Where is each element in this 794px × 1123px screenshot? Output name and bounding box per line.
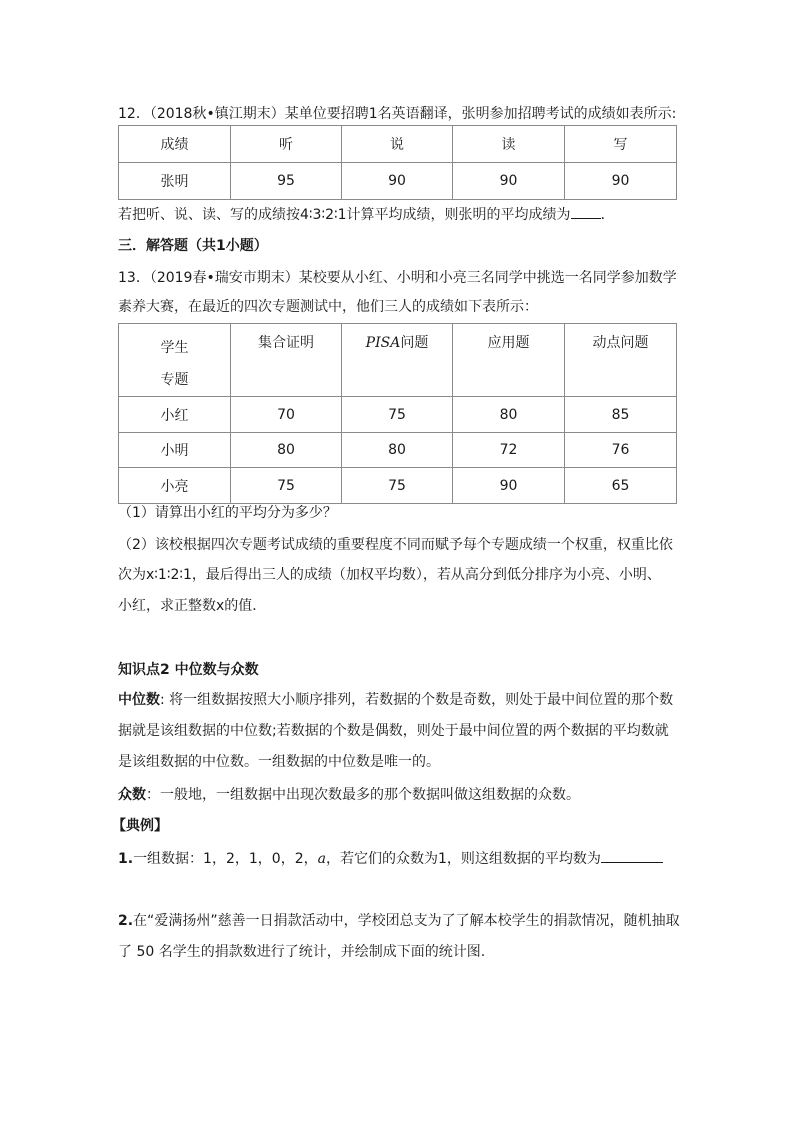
table-cell: 75: [231, 468, 342, 504]
table-cell: 小红: [119, 397, 231, 433]
q12-score-table: [118, 125, 677, 200]
example-1: [118, 848, 663, 869]
q13-part2-line3: 小红，求正整数x的值．: [118, 598, 267, 614]
table-cell: 75: [342, 468, 453, 504]
q12-end-mark: ．: [600, 207, 615, 223]
table-cell: 72: [453, 433, 565, 468]
table-cell: 张明: [119, 163, 231, 200]
table-corner-cell: [119, 324, 231, 397]
q13-part2-line2: 次为x∶1∶2∶1，最后得出三人的成绩（加权平均数），若从高分到低分排序为小亮、小明、: [118, 567, 661, 583]
q13-part2-line1: （2）该校根据四次专题考试成绩的重要程度不同而赋予每个专题成绩一个权重，权重比依: [118, 537, 673, 553]
example-1-text: 一组数据：1，2，1，0，2，: [133, 851, 318, 867]
q13-score-table: [118, 323, 677, 504]
table-header-cell: 读: [453, 126, 565, 163]
table-cell: 小亮: [119, 468, 231, 504]
pisa-label: PISA: [365, 335, 401, 351]
table-cell: 70: [231, 397, 342, 433]
corner-label-bottom: 专题: [160, 372, 189, 388]
q13-prompt-line1: 13．（2019春•瑞安市期末）某校要从小红、小明和小亮三名同学中挑选一名同学参加数学: [118, 270, 677, 286]
table-header-cell: 成绩: [119, 126, 231, 163]
table-header-cell: 听: [231, 126, 342, 163]
section-heading: 三．解答题（共1小题）: [118, 238, 268, 254]
table-header-cell: 应用题: [453, 324, 565, 397]
corner-label-top: 学生: [160, 340, 189, 356]
table-header-cell: 说: [342, 126, 453, 163]
table-cell: 65: [565, 468, 677, 504]
table-cell: 90: [342, 163, 453, 200]
median-definition-line2: 据就是该组数据的中位数;若数据的个数是偶数，则处于最中间位置的两个数据的平均数就: [118, 723, 669, 739]
median-definition-line3: 是该组数据的中位数。一组数据的中位数是唯一的。: [118, 754, 440, 770]
table-header-cell: [342, 324, 453, 397]
table-cell: 95: [231, 163, 342, 200]
table-cell: 76: [565, 433, 677, 468]
table-cell: 90: [453, 163, 565, 200]
table-header-cell: 动点问题: [565, 324, 677, 397]
mode-text: ：一般地，一组数据中出现次数最多的那个数据叫做这组数据的众数。: [146, 787, 580, 803]
table-cell: 80: [342, 433, 453, 468]
example-2-line2: 了 50 名学生的捐款数进行了统计，并绘制成下面的统计图.: [118, 944, 486, 960]
answer-blank: [601, 848, 663, 863]
mode-definition: [118, 785, 580, 805]
table-cell: 小明: [119, 433, 231, 468]
example-1-variable: a: [317, 851, 326, 867]
example-1-number: 1.: [118, 851, 134, 867]
median-text: : 将一组数据按照大小顺序排列，若数据的个数是奇数，则处于最中间位置的那个数: [160, 692, 674, 708]
q12-question-line: [118, 204, 615, 225]
median-label: 中位数: [118, 692, 160, 708]
median-definition-line1: [118, 690, 673, 710]
table-cell: 75: [342, 397, 453, 433]
table-cell: 85: [565, 397, 677, 433]
example-1-text-2: ，若它们的众数为1，则这组数据的平均数为: [325, 851, 601, 867]
table-cell: 90: [453, 468, 565, 504]
example-2-number: 2.: [118, 913, 134, 929]
table-cell: 80: [453, 397, 565, 433]
q13-part1: （1）请算出小红的平均分为多少？: [118, 505, 337, 521]
table-cell: 90: [565, 163, 677, 200]
pisa-suffix: 问题: [400, 335, 429, 351]
q13-prompt-line2: 素养大赛，在最近的四次专题测试中，他们三人的成绩如下表所示：: [118, 299, 538, 315]
example-label: 【典例】: [112, 818, 168, 834]
example-2-line1: [118, 911, 680, 931]
answer-blank: [571, 204, 601, 219]
kp2-title: 知识点2 中位数与众数: [118, 662, 259, 678]
table-header-cell: 写: [565, 126, 677, 163]
mode-label: 众数: [118, 787, 146, 803]
q12-prompt: 12．（2018秋•镇江期末）某单位要招聘1名英语翻译，张明参加招聘考试的成绩如表所示:: [118, 106, 677, 122]
table-cell: 80: [231, 433, 342, 468]
q12-question-text: 若把听、说、读、写的成绩按4∶3∶2∶1计算平均成绩，则张明的平均成绩为: [118, 207, 571, 223]
example-2-text: 在“爱满扬州”慈善一日捐款活动中，学校团总支为了了解本校学生的捐款情况，随机抽取: [133, 913, 680, 929]
table-header-cell: 集合证明: [231, 324, 342, 397]
